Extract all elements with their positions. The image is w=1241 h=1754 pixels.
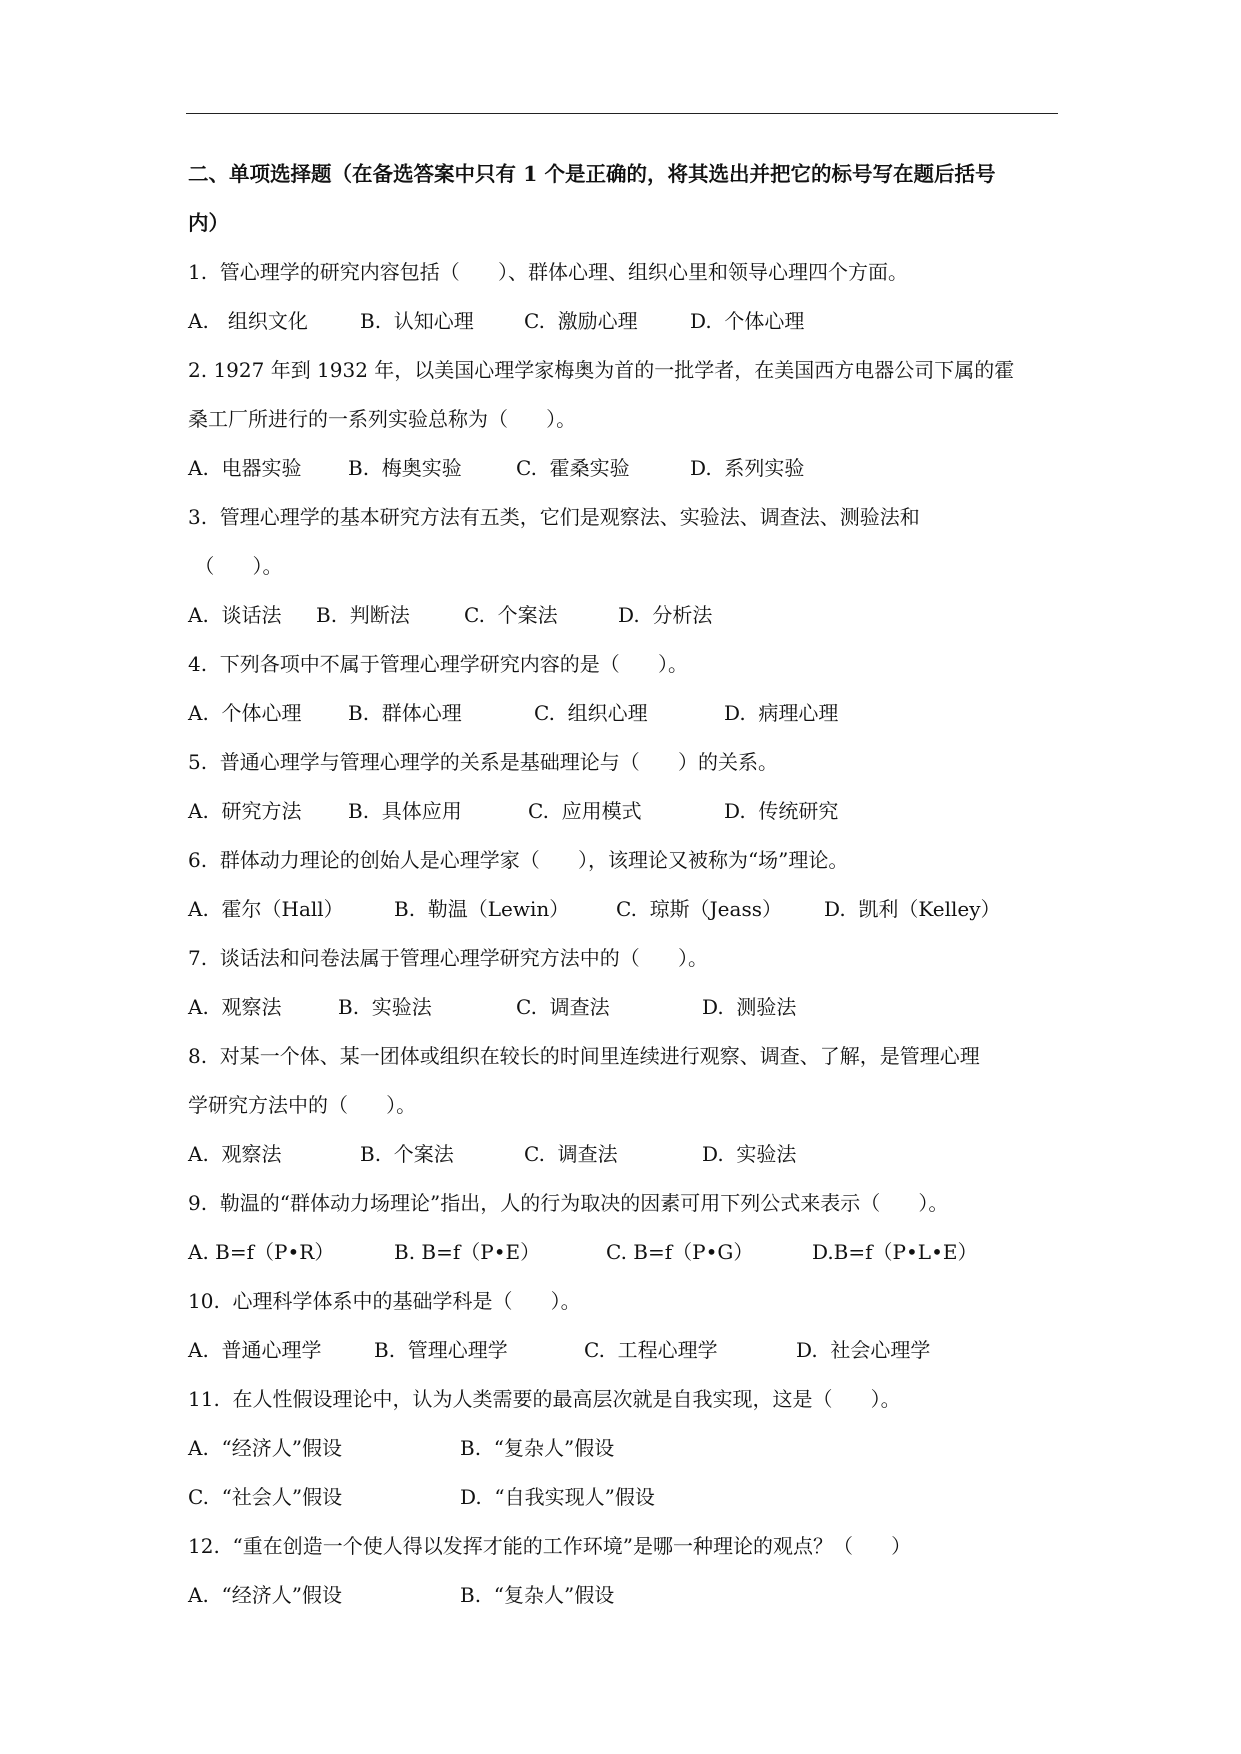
question-11-stem: 11. 在人性假设理论中，认为人类需要的最高层次就是自我实现，这是（ ）。 [188, 1387, 901, 1411]
question-1-stem: 1. 管心理学的研究内容包括（ ）、群体心理、组织心里和领导心理四个方面。 [188, 260, 908, 284]
option-b: B. 梅奥实验 [348, 456, 462, 480]
question-4-options [188, 689, 1068, 738]
option-c: C. 琼斯（Jeass） [616, 897, 782, 921]
option-d: D. 实验法 [702, 1142, 797, 1166]
question-8-stem-continued: 学研究方法中的（ ）。 [188, 1093, 417, 1117]
question-11-options-row-1 [188, 1424, 1068, 1473]
option-a: A. 观察法 [188, 995, 282, 1019]
option-d: D. 社会心理学 [796, 1338, 931, 1362]
question-4-stem: 4. 下列各项中不属于管理心理学研究内容的是（ ）。 [188, 652, 688, 676]
question-10-stem: 10. 心理科学体系中的基础学科是（ ）。 [188, 1289, 581, 1313]
header-rule [186, 113, 1058, 114]
question-9-options [188, 1228, 1068, 1277]
question-11-options-row-2 [188, 1473, 1068, 1522]
option-d: D. 系列实验 [690, 456, 805, 480]
option-d: D. 分析法 [618, 603, 713, 627]
option-b: B. 判断法 [316, 603, 410, 627]
option-a: A. “经济人”假设 [188, 1583, 342, 1607]
question-8-stem: 8. 对某一个体、某一团体或组织在较长的时间里连续进行观察、调查、了解，是管理心理 [188, 1044, 980, 1068]
option-c: C. 调查法 [516, 995, 610, 1019]
option-d: D. 传统研究 [724, 799, 839, 823]
section-heading: 二、单项选择题（在备选答案中只有 1 个是正确的，将其选出并把它的标号写在题后括号 [188, 162, 996, 186]
option-d: D. 病理心理 [724, 701, 839, 725]
question-1-options [188, 297, 1068, 346]
question-2-stem-continued: 桑工厂所进行的一系列实验总称为（ ）。 [188, 407, 577, 431]
question-3-options [188, 591, 1068, 640]
option-a: A. 谈话法 [188, 603, 282, 627]
question-5-stem: 5. 普通心理学与管理心理学的关系是基础理论与（ ）的关系。 [188, 750, 778, 774]
option-b: B. 管理心理学 [374, 1338, 508, 1362]
option-d: D. 个体心理 [690, 309, 805, 333]
option-c: C. 应用模式 [528, 799, 642, 823]
option-c: C. B=f（P•G） [606, 1240, 754, 1264]
option-a: A. 组织文化 [188, 309, 308, 333]
question-8-options [188, 1130, 1068, 1179]
question-2-options [188, 444, 1068, 493]
option-b: B. 认知心理 [360, 309, 474, 333]
option-b: B. 实验法 [338, 995, 432, 1019]
question-5-options [188, 787, 1068, 836]
question-7-stem: 7. 谈话法和问卷法属于管理心理学研究方法中的（ ）。 [188, 946, 708, 970]
question-3-stem-continued: （ ）。 [188, 554, 283, 578]
option-d: D.B=f（P•L•E） [812, 1240, 978, 1264]
option-a: A. 研究方法 [188, 799, 302, 823]
question-2-stem: 2. 1927 年到 1932 年，以美国心理学家梅奥为首的一批学者，在美国西方电器公司下属的霍 [188, 358, 1015, 382]
option-c: C. “社会人”假设 [188, 1485, 343, 1509]
option-a: A. 观察法 [188, 1142, 282, 1166]
question-7-options [188, 983, 1068, 1032]
question-3-stem: 3. 管理心理学的基本研究方法有五类，它们是观察法、实验法、调查法、测验法和 [188, 505, 920, 529]
option-b: B. 群体心理 [348, 701, 462, 725]
option-a: A. B=f（P•R） [188, 1240, 335, 1264]
question-10-options [188, 1326, 1068, 1375]
question-12-options [188, 1571, 1068, 1620]
option-b: B. B=f（P•E） [394, 1240, 541, 1264]
option-a: A. 电器实验 [188, 456, 302, 480]
question-9-stem: 9. 勒温的“群体动力场理论”指出，人的行为取决的因素可用下列公式来表示（ ）。 [188, 1191, 949, 1215]
option-b: B. “复杂人”假设 [460, 1436, 615, 1460]
option-c: C. 工程心理学 [584, 1338, 718, 1362]
question-6-options [188, 885, 1068, 934]
option-b: B. “复杂人”假设 [460, 1583, 615, 1607]
option-d: D. 测验法 [702, 995, 797, 1019]
option-c: C. 个案法 [464, 603, 558, 627]
option-d: D. 凯利（Kelley） [824, 897, 1001, 921]
option-b: B. 具体应用 [348, 799, 462, 823]
option-a: A. 霍尔（Hall） [188, 897, 344, 921]
option-c: C. 霍桑实验 [516, 456, 630, 480]
option-c: C. 激励心理 [524, 309, 638, 333]
option-a: A. 个体心理 [188, 701, 302, 725]
document-body [188, 150, 1068, 1620]
option-b: B. 个案法 [360, 1142, 454, 1166]
option-a: A. “经济人”假设 [188, 1436, 342, 1460]
question-6-stem: 6. 群体动力理论的创始人是心理学家（ ），该理论又被称为“场”理论。 [188, 848, 849, 872]
option-b: B. 勒温（Lewin） [394, 897, 570, 921]
option-a: A. 普通心理学 [188, 1338, 322, 1362]
question-12-stem: 12. “重在创造一个使人得以发挥才能的工作环境”是哪一种理论的观点？（ ） [188, 1534, 912, 1558]
option-c: C. 调查法 [524, 1142, 618, 1166]
option-d: D. “自我实现人”假设 [460, 1485, 655, 1509]
section-heading-continued: 内） [188, 211, 229, 235]
option-c: C. 组织心理 [534, 701, 648, 725]
